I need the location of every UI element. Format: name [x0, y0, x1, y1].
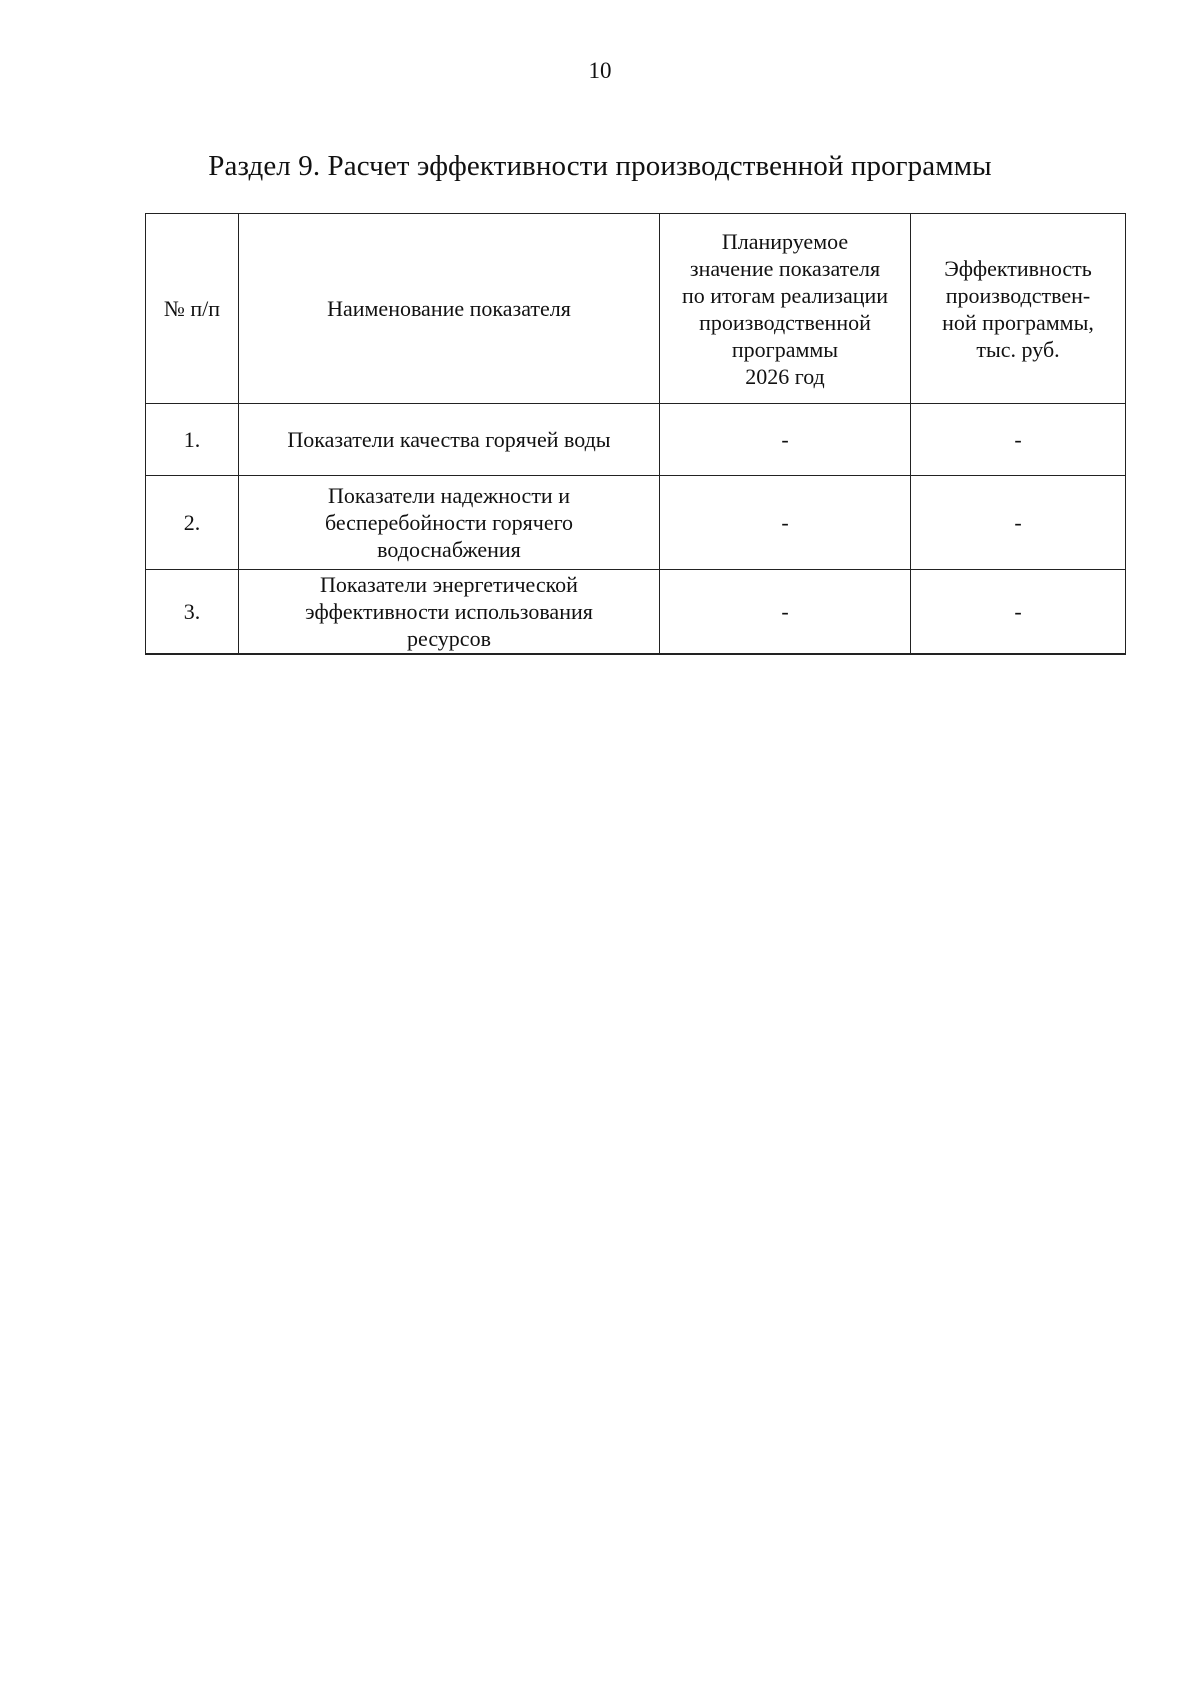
header-number: № п/п [146, 214, 239, 404]
row-planned-value: - [660, 476, 911, 570]
row-efficiency: - [911, 476, 1126, 570]
row-efficiency: - [911, 570, 1126, 654]
row-indicator-name: Показатели энергетической эффективности использования ресурсов [239, 570, 660, 654]
table-row [146, 404, 1126, 476]
section-title: Раздел 9. Расчет эффективности производственной программы [208, 150, 992, 182]
page-number: 10 [588, 58, 612, 83]
header-planned-value: Планируемое значение показателя по итогам реализации производственной программы 2026 год [660, 214, 911, 404]
row-number: 3. [146, 570, 239, 654]
header-indicator-name: Наименование показателя [239, 214, 660, 404]
row-planned-value: - [660, 570, 911, 654]
row-indicator-name: Показатели надежности и бесперебойности горячего водоснабжения [239, 476, 660, 570]
efficiency-table [145, 213, 1126, 655]
header-efficiency: Эффективность производствен- ной программы, тыс. руб. [911, 214, 1126, 404]
row-number: 1. [146, 404, 239, 476]
row-efficiency: - [911, 404, 1126, 476]
table-header-row [146, 214, 1126, 404]
table-row [146, 570, 1126, 654]
row-number: 2. [146, 476, 239, 570]
row-planned-value: - [660, 404, 911, 476]
table-row [146, 476, 1126, 570]
row-indicator-name: Показатели качества горячей воды [239, 404, 660, 476]
